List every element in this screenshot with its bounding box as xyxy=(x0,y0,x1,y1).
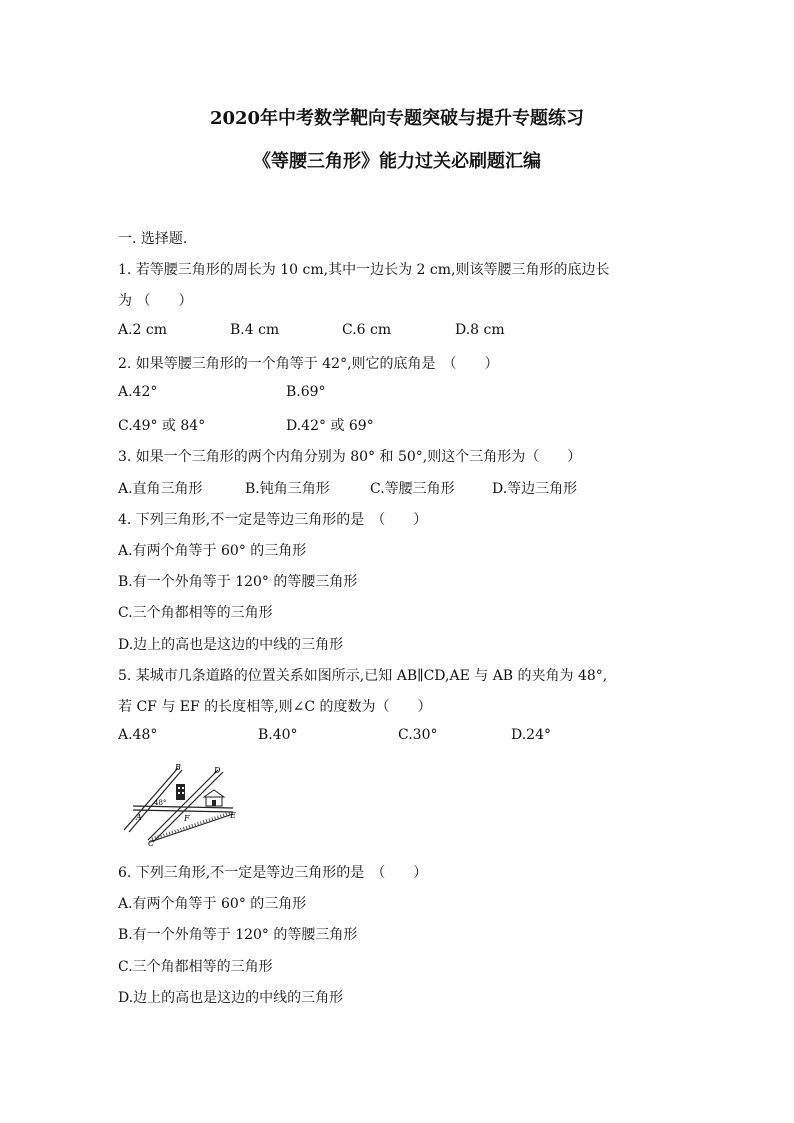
q1-option-b: B.4 cm xyxy=(230,322,280,338)
label-b: B xyxy=(175,763,181,772)
question-6-stem: 6. 下列三角形,不一定是等边三角形的是 （ ） xyxy=(118,865,428,881)
page-title: 2020年中考数学靶向专题突破与提升专题练习 xyxy=(209,108,585,129)
question-2-stem: 2. 如果等腰三角形的一个角等于 42°,则它的底角是 （ ） xyxy=(118,356,499,372)
road-diagram xyxy=(118,762,248,847)
road-ab-edge-1 xyxy=(124,768,178,830)
q6-option-a: A.有两个角等于 60° 的三角形 xyxy=(118,896,307,912)
question-1-stem: 1. 若等腰三角形的周长为 10 cm,其中一边长为 2 cm,则该等腰三角形的底边长 xyxy=(118,262,610,278)
q2-option-a: A.42° xyxy=(118,384,158,400)
question-3-stem: 3. 如果一个三角形的两个内角分别为 80° 和 50°,则这个三角形为（ ） xyxy=(118,449,582,465)
q6-option-c: C.三个角都相等的三角形 xyxy=(118,959,273,975)
q4-option-a: A.有两个角等于 60° 的三角形 xyxy=(118,543,307,559)
q5-option-b: B.40° xyxy=(258,727,298,743)
q5-option-a: A.48° xyxy=(118,727,158,743)
road-ce-edge xyxy=(150,814,233,842)
q5-option-c: C.30° xyxy=(398,727,438,743)
q4-option-d: D.边上的高也是这边的中线的三角形 xyxy=(118,637,344,653)
section-heading: 一. 选择题. xyxy=(118,231,188,247)
q3-option-d: D.等边三角形 xyxy=(492,481,578,497)
q1-option-d: D.8 cm xyxy=(455,322,505,338)
question-5-stem-cont: 若 CF 与 EF 的长度相等,则∠C 的度数为（ ） xyxy=(118,699,432,715)
label-d: D xyxy=(214,766,221,775)
road-ce-hatch xyxy=(152,813,230,839)
q3-option-c: C.等腰三角形 xyxy=(370,481,455,497)
q2-option-d: D.42° 或 69° xyxy=(286,418,374,434)
label-e: E xyxy=(230,811,236,820)
q4-option-c: C.三个角都相等的三角形 xyxy=(118,605,273,621)
page-subtitle: 《等腰三角形》能力过关必刷题汇编 xyxy=(253,151,541,172)
house-icon xyxy=(204,790,224,797)
label-c: C xyxy=(148,839,155,847)
question-4-stem: 4. 下列三角形,不一定是等边三角形的是 （ ） xyxy=(118,512,428,528)
q5-option-d: D.24° xyxy=(511,727,551,743)
q6-option-d: D.边上的高也是这边的中线的三角形 xyxy=(118,990,344,1006)
angle-label: 48° xyxy=(154,799,167,807)
question-1-stem-cont: 为 （ ） xyxy=(118,293,193,309)
q4-option-b: B.有一个外角等于 120° 的等腰三角形 xyxy=(118,574,358,590)
q6-option-b: B.有一个外角等于 120° 的等腰三角形 xyxy=(118,927,358,943)
q2-option-b: B.69° xyxy=(286,384,326,400)
q1-option-c: C.6 cm xyxy=(342,322,392,338)
q3-option-a: A.直角三角形 xyxy=(118,481,203,497)
label-f: F xyxy=(184,814,190,823)
label-a: A xyxy=(136,813,142,822)
q2-option-c: C.49° 或 84° xyxy=(118,418,206,434)
q3-option-b: B.钝角三角形 xyxy=(245,481,330,497)
q1-option-a: A.2 cm xyxy=(118,322,168,338)
question-5-stem: 5. 某城市几条道路的位置关系如图所示,已知 AB∥CD,AE 与 AB 的夹角为 48°, xyxy=(118,668,608,684)
